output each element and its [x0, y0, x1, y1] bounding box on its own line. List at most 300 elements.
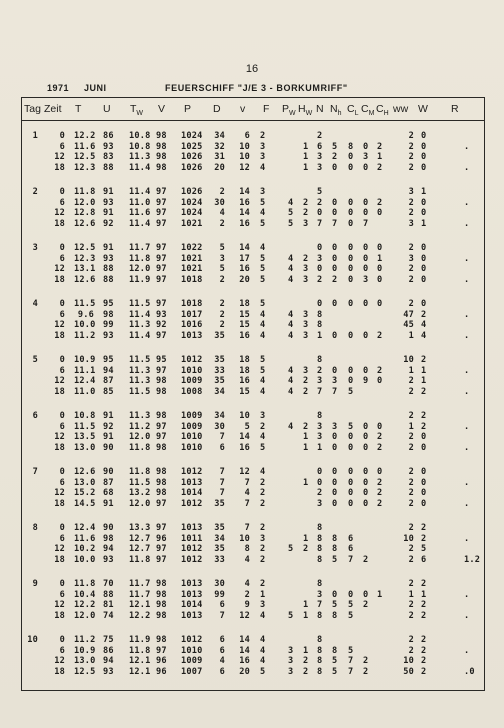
cell-t: 9.6	[77, 309, 94, 320]
cell-v: 98	[156, 141, 167, 152]
cell-cm: 0	[363, 467, 369, 477]
cell-cm: 0	[363, 162, 369, 173]
cell-rr: .	[464, 589, 470, 600]
cell-tw: 12.1	[129, 666, 151, 677]
cell-vv: 4	[244, 579, 250, 589]
cell-v: 97	[156, 264, 167, 274]
cell-ww: 10	[403, 656, 414, 666]
cell-ww: 3	[408, 187, 414, 197]
cell-u: 93	[103, 197, 114, 208]
cell-p: 1026	[181, 152, 203, 162]
cell-f: 5	[260, 442, 266, 453]
cell-u: 91	[103, 411, 114, 421]
cell-t: 12.4	[74, 376, 96, 386]
cell-p: 1014	[181, 488, 203, 498]
cell-nh: 0	[332, 197, 338, 208]
cell-ww: 2	[408, 274, 414, 285]
cell-tw: 11.0	[129, 197, 151, 208]
cell-zeit: 12	[54, 432, 65, 442]
cell-pw: 4	[288, 330, 294, 341]
cell-cm: 3	[363, 274, 369, 285]
cell-rr: .	[464, 477, 470, 488]
cell-d: 35	[214, 376, 225, 386]
cell-nh: 0	[332, 488, 338, 498]
cell-d: 6	[219, 442, 225, 453]
cell-u: 70	[103, 579, 114, 589]
cell-u: 99	[103, 320, 114, 330]
cell-t: 10.8	[74, 411, 96, 421]
cell-vv: 14	[239, 635, 250, 645]
cell-cm: 0	[363, 432, 369, 442]
cell-u: 91	[103, 432, 114, 442]
cell-u: 68	[103, 488, 114, 498]
cell-cm: 0	[363, 589, 369, 600]
cell-t: 12.6	[74, 218, 96, 229]
cell-v: 98	[156, 376, 167, 386]
cell-ww: 47	[403, 309, 414, 320]
cell-n: 1	[317, 330, 323, 341]
cell-n: 8	[317, 544, 323, 554]
cell-nh: 0	[332, 330, 338, 341]
cell-p: 1010	[181, 432, 203, 442]
cell-p: 1008	[181, 386, 203, 397]
cell-v: 96	[156, 656, 167, 666]
column-header-pw: $P_W$	[282, 103, 296, 118]
cell-u: 94	[103, 544, 114, 554]
cell-tw: 10.8	[129, 141, 151, 152]
cell-hw: 1	[303, 645, 309, 656]
cell-ww: 2	[408, 299, 414, 309]
cell-vv: 4	[244, 554, 250, 565]
cell-p: 1012	[181, 498, 203, 509]
cell-vv: 14	[239, 432, 250, 442]
cell-ww: 1	[408, 365, 414, 376]
cell-ch: 2	[377, 432, 383, 442]
cell-ch: 1	[377, 589, 383, 600]
cell-cm: 2	[363, 600, 369, 610]
cell-ww: 2	[408, 162, 414, 173]
cell-cl: 0	[348, 197, 354, 208]
cell-t: 11.8	[74, 187, 96, 197]
cell-rr: .	[464, 386, 470, 397]
cell-w: 6	[421, 554, 427, 565]
cell-ch: 2	[377, 162, 383, 173]
cell-zeit: 0	[59, 299, 65, 309]
cell-nh: 7	[332, 386, 338, 397]
cell-p: 1026	[181, 162, 203, 173]
cell-ww: 2	[408, 264, 414, 274]
cell-tw: 12.7	[129, 544, 151, 554]
cell-n: 0	[317, 477, 323, 488]
cell-f: 2	[260, 554, 266, 565]
cell-f: 5	[260, 274, 266, 285]
cell-w: 0	[421, 253, 427, 264]
cell-zeit: 0	[59, 355, 65, 365]
cell-cl: 8	[348, 141, 354, 152]
cell-t: 10.9	[74, 645, 96, 656]
cell-zeit: 12	[54, 656, 65, 666]
cell-v: 98	[156, 411, 167, 421]
cell-u: 75	[103, 635, 114, 645]
cell-cl: 0	[348, 589, 354, 600]
cell-w: 2	[421, 579, 427, 589]
cell-ww: 2	[408, 131, 414, 141]
cell-u: 95	[103, 299, 114, 309]
cell-vv: 16	[239, 197, 250, 208]
cell-nh: 0	[332, 208, 338, 218]
cell-d: 7	[219, 432, 225, 442]
cell-d: 4	[219, 656, 225, 666]
cell-t: 12.3	[74, 162, 96, 173]
cell-f: 4	[260, 656, 266, 666]
cell-p: 1024	[181, 208, 203, 218]
cell-p: 1016	[181, 320, 203, 330]
cell-tw: 13.3	[129, 523, 151, 533]
cell-hw: 2	[303, 386, 309, 397]
cell-n: 8	[317, 645, 323, 656]
cell-n: 3	[317, 589, 323, 600]
cell-u: 98	[103, 309, 114, 320]
cell-zeit: 6	[59, 477, 65, 488]
cell-nh: 2	[332, 152, 338, 162]
cell-t: 10.2	[74, 544, 96, 554]
cell-t: 12.3	[74, 253, 96, 264]
cell-pw: 3	[288, 645, 294, 656]
cell-v: 96	[156, 533, 167, 544]
cell-tw: 10.8	[129, 131, 151, 141]
cell-vv: 8	[244, 544, 250, 554]
cell-t: 12.0	[74, 197, 96, 208]
cell-u: 74	[103, 610, 114, 621]
cell-p: 1011	[181, 533, 203, 544]
cell-ww: 2	[408, 432, 414, 442]
cell-d: 35	[214, 498, 225, 509]
cell-v: 98	[156, 635, 167, 645]
cell-hw: 2	[303, 421, 309, 432]
cell-ch: 0	[377, 274, 383, 285]
cell-f: 3	[260, 152, 266, 162]
day-number: 6	[32, 411, 38, 421]
cell-v: 97	[156, 197, 167, 208]
cell-d: 30	[214, 579, 225, 589]
header-period	[47, 83, 119, 93]
cell-p: 1024	[181, 131, 203, 141]
cell-u: 95	[103, 355, 114, 365]
cell-tw: 11.7	[129, 589, 151, 600]
cell-u: 86	[103, 645, 114, 656]
column-header-p: P	[184, 103, 192, 115]
cell-zeit: 0	[59, 579, 65, 589]
cell-t: 11.2	[74, 330, 96, 341]
cell-hw: 2	[303, 197, 309, 208]
cell-n: 3	[317, 253, 323, 264]
column-header-t: T	[75, 103, 82, 115]
cell-cl: 0	[348, 208, 354, 218]
cell-hw: 1	[303, 442, 309, 453]
column-header-rr: R	[451, 103, 459, 115]
cell-v: 98	[156, 589, 167, 600]
cell-hw: 3	[303, 264, 309, 274]
cell-t: 11.1	[74, 365, 96, 376]
cell-f: 4	[260, 635, 266, 645]
cell-n: 2	[317, 488, 323, 498]
cell-v: 97	[156, 243, 167, 253]
cell-p: 1007	[181, 666, 203, 677]
cell-nh: 0	[332, 477, 338, 488]
cell-hw: 2	[303, 666, 309, 677]
cell-rr: .	[464, 442, 470, 453]
cell-n: 3	[317, 152, 323, 162]
cell-n: 3	[317, 162, 323, 173]
cell-ww: 2	[408, 152, 414, 162]
cell-t: 11.0	[74, 386, 96, 397]
cell-cl: 0	[348, 432, 354, 442]
cell-f: 2	[260, 523, 266, 533]
cell-zeit: 0	[59, 523, 65, 533]
cell-p: 1013	[181, 579, 203, 589]
cell-w: 0	[421, 467, 427, 477]
header-station: FEUERSCHIFF "J/E 3 - BORKUMRIFF"	[165, 83, 348, 93]
cell-cl: 0	[348, 365, 354, 376]
cell-cl: 0	[348, 442, 354, 453]
cell-v: 97	[156, 253, 167, 264]
cell-tw: 12.0	[129, 264, 151, 274]
cell-hw: 1	[303, 600, 309, 610]
cell-u: 91	[103, 208, 114, 218]
cell-f: 4	[260, 243, 266, 253]
cell-tw: 11.9	[129, 635, 151, 645]
cell-f: 4	[260, 645, 266, 656]
cell-u: 87	[103, 477, 114, 488]
cell-cm: 0	[363, 477, 369, 488]
cell-cl: 0	[348, 467, 354, 477]
cell-w: 2	[421, 666, 427, 677]
cell-n: 3	[317, 376, 323, 386]
cell-cm: 7	[363, 218, 369, 229]
cell-n: 8	[317, 523, 323, 533]
cell-pw: 4	[288, 421, 294, 432]
cell-v: 97	[156, 187, 167, 197]
cell-u: 93	[103, 330, 114, 341]
cell-cl: 0	[348, 299, 354, 309]
cell-cl: 0	[348, 253, 354, 264]
cell-t: 11.5	[74, 299, 96, 309]
cell-pw: 4	[288, 376, 294, 386]
cell-w: 2	[421, 610, 427, 621]
cell-zeit: 12	[54, 376, 65, 386]
cell-d: 6	[219, 666, 225, 677]
cell-nh: 0	[332, 162, 338, 173]
cell-tw: 11.4	[129, 162, 151, 173]
cell-tw: 11.6	[129, 208, 151, 218]
cell-pw: 5	[288, 218, 294, 229]
cell-v: 97	[156, 218, 167, 229]
cell-zeit: 6	[59, 421, 65, 432]
cell-vv: 10	[239, 141, 250, 152]
cell-tw: 11.5	[129, 355, 151, 365]
cell-zeit: 0	[59, 243, 65, 253]
cell-tw: 12.0	[129, 498, 151, 509]
cell-nh: 0	[332, 365, 338, 376]
cell-hw: 1	[303, 141, 309, 152]
cell-w: 0	[421, 131, 427, 141]
cell-ww: 2	[408, 610, 414, 621]
cell-rr: .	[464, 162, 470, 173]
cell-f: 3	[260, 533, 266, 544]
cell-zeit: 0	[59, 635, 65, 645]
day-number: 4	[32, 299, 38, 309]
cell-zeit: 18	[54, 666, 65, 677]
cell-nh: 8	[332, 645, 338, 656]
cell-vv: 15	[239, 386, 250, 397]
cell-ww: 2	[408, 411, 414, 421]
cell-f: 4	[260, 320, 266, 330]
cell-ch: 2	[377, 488, 383, 498]
cell-zeit: 12	[54, 152, 65, 162]
cell-p: 1012	[181, 355, 203, 365]
cell-v: 97	[156, 421, 167, 432]
cell-f: 1	[260, 589, 266, 600]
cell-v: 97	[156, 299, 167, 309]
cell-cl: 0	[348, 488, 354, 498]
cell-t: 15.2	[74, 488, 96, 498]
cell-n: 5	[317, 187, 323, 197]
cell-u: 88	[103, 264, 114, 274]
cell-w: 0	[421, 498, 427, 509]
cell-w: 4	[421, 330, 427, 341]
cell-zeit: 6	[59, 533, 65, 544]
cell-t: 12.2	[74, 600, 96, 610]
cell-w: 0	[421, 197, 427, 208]
cell-f: 2	[260, 579, 266, 589]
cell-cm: 0	[363, 141, 369, 152]
cell-vv: 10	[239, 152, 250, 162]
cell-zeit: 18	[54, 386, 65, 397]
cell-w: 0	[421, 442, 427, 453]
cell-zeit: 18	[54, 498, 65, 509]
cell-v: 97	[156, 432, 167, 442]
cell-n: 0	[317, 208, 323, 218]
header-year: 1971	[47, 83, 70, 93]
cell-hw: 3	[303, 320, 309, 330]
cell-v: 92	[156, 320, 167, 330]
cell-ch: 2	[377, 498, 383, 509]
cell-vv: 14	[239, 187, 250, 197]
cell-vv: 18	[239, 355, 250, 365]
cell-v: 97	[156, 645, 167, 656]
cell-n: 2	[317, 274, 323, 285]
column-header-v: V	[158, 103, 166, 115]
cell-w: 0	[421, 274, 427, 285]
cell-hw: 3	[303, 330, 309, 341]
cell-zeit: 18	[54, 330, 65, 341]
cell-n: 2	[317, 365, 323, 376]
cell-d: 3	[219, 253, 225, 264]
cell-n: 8	[317, 320, 323, 330]
cell-v: 98	[156, 467, 167, 477]
cell-vv: 16	[239, 264, 250, 274]
cell-w: 0	[421, 152, 427, 162]
cell-n: 2	[317, 131, 323, 141]
cell-t: 13.0	[74, 442, 96, 453]
day-number: 10	[27, 635, 38, 645]
cell-n: 8	[317, 610, 323, 621]
cell-vv: 2	[244, 589, 250, 600]
column-header-nh: $N_h$	[330, 103, 342, 118]
cell-u: 91	[103, 243, 114, 253]
cell-n: 8	[317, 635, 323, 645]
cell-ww: 2	[408, 523, 414, 533]
cell-w: 0	[421, 264, 427, 274]
cell-cl: 0	[348, 477, 354, 488]
cell-cl: 0	[348, 162, 354, 173]
cell-cm: 3	[363, 152, 369, 162]
cell-ww: 50	[403, 666, 414, 677]
cell-pw: 4	[288, 320, 294, 330]
cell-u: 88	[103, 162, 114, 173]
cell-nh: 5	[332, 666, 338, 677]
cell-hw: 1	[303, 162, 309, 173]
cell-tw: 12.1	[129, 656, 151, 666]
cell-cl: 5	[348, 645, 354, 656]
cell-p: 1010	[181, 645, 203, 656]
column-header-cm: $C_M$	[361, 103, 375, 118]
cell-d: 5	[219, 243, 225, 253]
cell-rr: .	[464, 274, 470, 285]
cell-ww: 10	[403, 355, 414, 365]
cell-nh: 0	[332, 432, 338, 442]
cell-nh: 0	[332, 589, 338, 600]
cell-f: 5	[260, 299, 266, 309]
cell-u: 90	[103, 523, 114, 533]
cell-hw: 3	[303, 274, 309, 285]
cell-pw: 5	[288, 544, 294, 554]
header-month: JUNI	[84, 83, 107, 93]
cell-zeit: 6	[59, 589, 65, 600]
cell-cl: 6	[348, 544, 354, 554]
cell-vv: 9	[244, 600, 250, 610]
cell-cl: 7	[348, 554, 354, 565]
column-header-n: N	[316, 103, 324, 115]
cell-tw: 11.2	[129, 421, 151, 432]
cell-w: 2	[421, 523, 427, 533]
cell-p: 1022	[181, 243, 203, 253]
cell-zeit: 18	[54, 218, 65, 229]
cell-cm: 0	[363, 208, 369, 218]
cell-n: 8	[317, 355, 323, 365]
cell-zeit: 0	[59, 187, 65, 197]
cell-cl: 0	[348, 243, 354, 253]
cell-p: 1018	[181, 274, 203, 285]
cell-f: 4	[260, 432, 266, 442]
cell-zeit: 12	[54, 208, 65, 218]
cell-p: 1024	[181, 197, 203, 208]
cell-d: 35	[214, 355, 225, 365]
cell-t: 11.2	[74, 635, 96, 645]
cell-v: 98	[156, 579, 167, 589]
cell-cl: 0	[348, 330, 354, 341]
cell-vv: 15	[239, 309, 250, 320]
cell-v: 97	[156, 498, 167, 509]
cell-v: 97	[156, 208, 167, 218]
cell-d: 99	[214, 589, 225, 600]
cell-p: 1021	[181, 264, 203, 274]
cell-p: 1012	[181, 554, 203, 565]
cell-vv: 7	[244, 523, 250, 533]
cell-tw: 11.9	[129, 274, 151, 285]
cell-p: 1010	[181, 442, 203, 453]
cell-f: 2	[260, 544, 266, 554]
